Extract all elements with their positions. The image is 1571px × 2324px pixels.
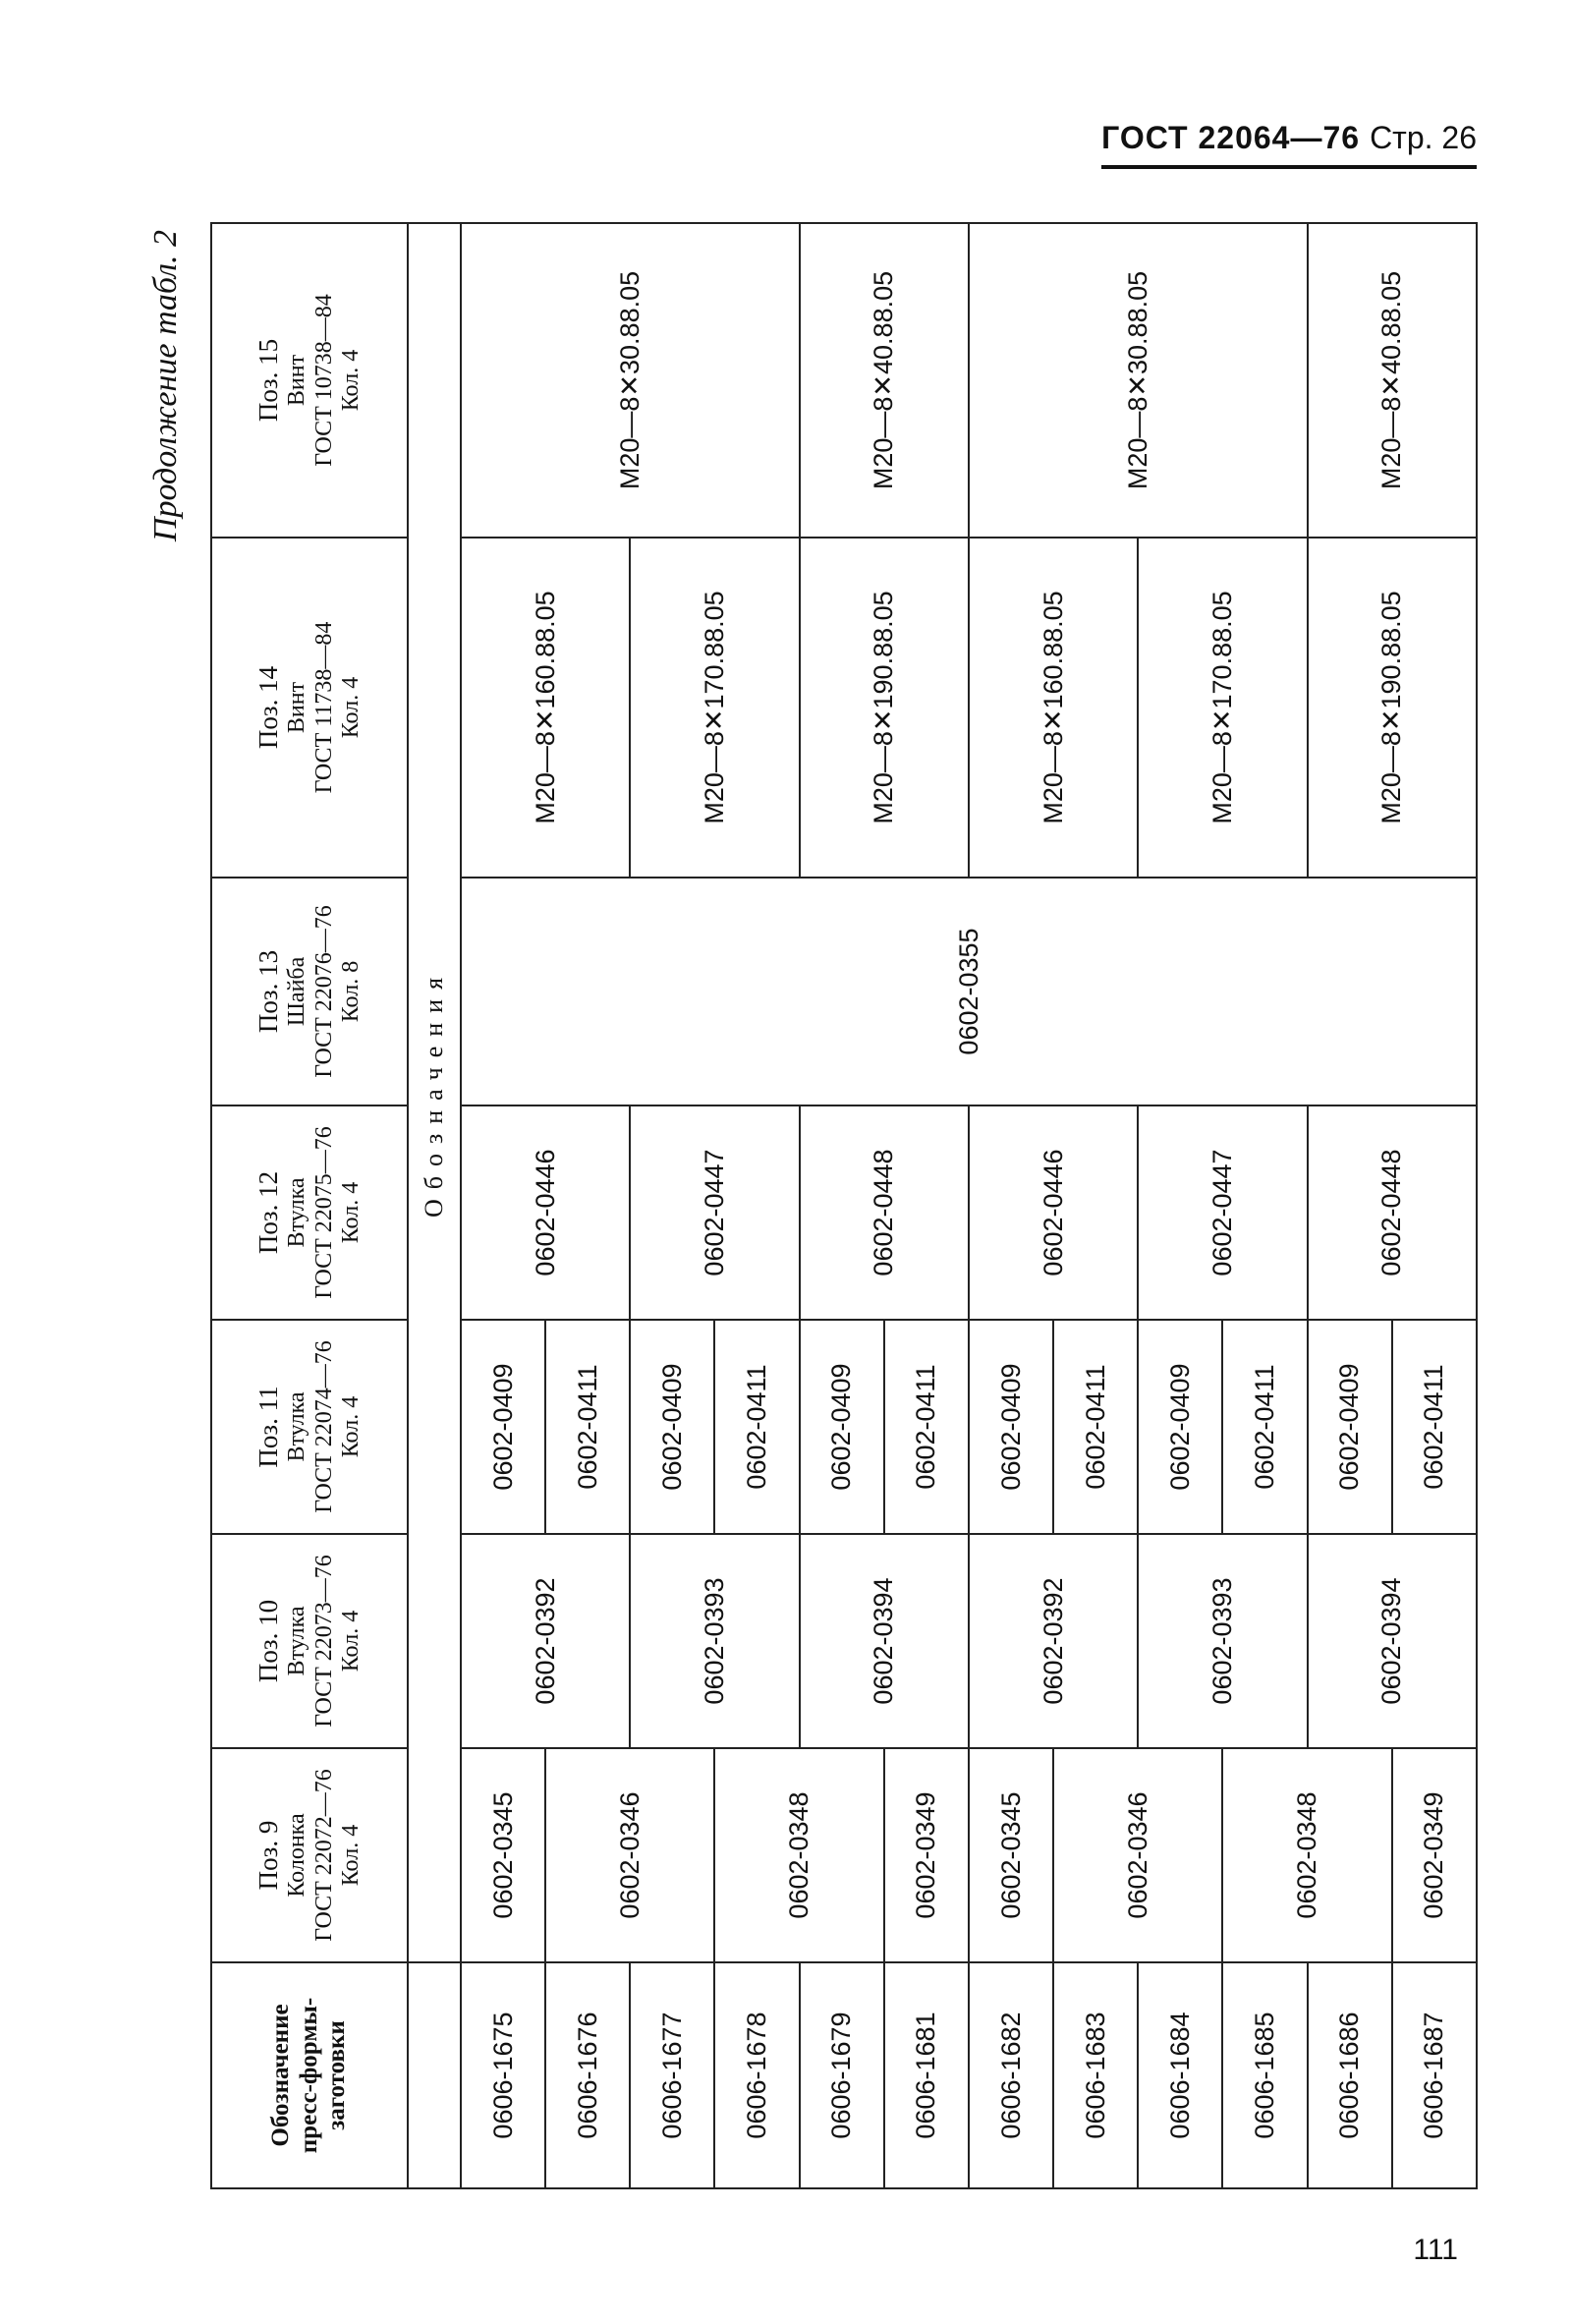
header-pos12 (211, 1105, 408, 1320)
cell-pos9: 0602-0349 (884, 1748, 969, 1962)
cell-pos10: 0602-0392 (461, 1534, 630, 1748)
header-pos11 (211, 1320, 408, 1534)
standard-number: ГОСТ 22064—76 (1101, 119, 1361, 155)
cell-pos10: 0602-0393 (1138, 1534, 1307, 1748)
cell-pos11: 0602-0411 (884, 1320, 969, 1534)
row-code: 0606-1681 (884, 1962, 969, 2188)
cell-pos14: М20—8✕190.88.05 (800, 538, 969, 878)
pos12-name: Втулка (284, 1177, 310, 1248)
cell-pos10: 0602-0394 (1308, 1534, 1477, 1748)
row-code: 0606-1685 (1222, 1962, 1307, 2188)
header-pos13 (211, 878, 408, 1105)
cell-pos15: М20—8✕40.88.05 (1308, 223, 1477, 538)
cell-pos14: М20—8✕190.88.05 (1308, 538, 1477, 878)
pos11-name: Втулка (284, 1391, 310, 1462)
pos12-gost: ГОСТ 22075—76 (310, 1126, 337, 1299)
cell-pos11: 0602-0409 (630, 1320, 714, 1534)
cell-pos10: 0602-0394 (800, 1534, 969, 1748)
pos11-label: Поз. 11 (253, 1386, 284, 1468)
rotated-content (147, 224, 1484, 2189)
pos13-gost: ГОСТ 22076—76 (310, 905, 337, 1078)
pos14-label: Поз. 14 (253, 665, 284, 750)
table-caption: Продолжение табл. 2 (147, 230, 184, 542)
cell-pos12: 0602-0446 (461, 1105, 630, 1320)
page-number: 111 (1413, 2234, 1458, 2266)
pos9-qty: Кол. 4 (338, 1824, 365, 1887)
pos15-label: Поз. 15 (253, 338, 284, 423)
pos14-qty: Кол. 4 (338, 676, 365, 739)
header-designation: Обозначение пресс-формы-заготовки (211, 1962, 408, 2188)
cell-pos14: М20—8✕160.88.05 (461, 538, 630, 878)
pos13-name: Шайба (284, 956, 310, 1027)
pos11-qty: Кол. 4 (338, 1395, 365, 1458)
header-pos15 (211, 223, 408, 538)
cell-pos11: 0602-0409 (1138, 1320, 1222, 1534)
cell-pos14: М20—8✕170.88.05 (630, 538, 799, 878)
cell-pos11: 0602-0409 (969, 1320, 1053, 1534)
pos11-gost: ГОСТ 22074—76 (310, 1340, 337, 1513)
cell-pos11: 0602-0409 (800, 1320, 884, 1534)
pos10-name: Втулка (284, 1606, 310, 1676)
row-code: 0606-1676 (545, 1962, 630, 2188)
band-label: Обозначения (408, 223, 461, 1962)
cell-pos10: 0602-0392 (969, 1534, 1138, 1748)
row-code: 0606-1677 (630, 1962, 714, 2188)
row-code: 0606-1686 (1308, 1962, 1392, 2188)
cell-pos12: 0602-0446 (969, 1105, 1138, 1320)
row-code: 0606-1684 (1138, 1962, 1222, 2188)
pos10-label: Поз. 10 (253, 1599, 284, 1683)
cell-pos11: 0602-0411 (1222, 1320, 1307, 1534)
pos9-name: Колонка (284, 1813, 310, 1898)
rotated-table-area (147, 224, 1484, 2189)
row-code: 0606-1675 (461, 1962, 545, 2188)
pos15-gost: ГОСТ 10738—84 (310, 294, 337, 467)
cell-pos11: 0602-0411 (1392, 1320, 1477, 1534)
pos15-qty: Кол. 4 (338, 349, 365, 412)
cell-pos15: М20—8✕40.88.05 (800, 223, 969, 538)
cell-pos11: 0602-0409 (1308, 1320, 1392, 1534)
cell-pos11: 0602-0409 (461, 1320, 545, 1534)
pos14-gost: ГОСТ 11738—84 (310, 621, 337, 794)
cell-pos12: 0602-0447 (1138, 1105, 1307, 1320)
pos14-name: Винт (284, 681, 310, 734)
pos10-qty: Кол. 4 (338, 1610, 365, 1672)
pos12-label: Поз. 12 (253, 1170, 284, 1255)
pos9-gost: ГОСТ 22072—76 (310, 1769, 337, 1942)
cell-pos10: 0602-0393 (630, 1534, 799, 1748)
cell-pos9: 0602-0345 (969, 1748, 1053, 1962)
pos12-qty: Кол. 4 (338, 1181, 365, 1244)
pos13-qty: Кол. 8 (338, 960, 365, 1023)
cell-pos13: 0602-0355 (461, 878, 1477, 1105)
row-code: 0606-1678 (714, 1962, 799, 2188)
pos9-label: Поз. 9 (253, 1820, 284, 1891)
row-code: 0606-1687 (1392, 1962, 1477, 2188)
table-row (969, 223, 1053, 2188)
cell-pos9: 0602-0348 (714, 1748, 883, 1962)
cell-pos15: М20—8✕30.88.05 (461, 223, 800, 538)
cell-pos12: 0602-0448 (800, 1105, 969, 1320)
band-spacer (408, 1962, 461, 2188)
cell-pos14: М20—8✕170.88.05 (1138, 538, 1307, 878)
pos10-gost: ГОСТ 22073—76 (310, 1555, 337, 1728)
header-pos10 (211, 1534, 408, 1748)
cell-pos11: 0602-0411 (714, 1320, 799, 1534)
header-pos9 (211, 1748, 408, 1962)
cell-pos12: 0602-0447 (630, 1105, 799, 1320)
cell-pos12: 0602-0448 (1308, 1105, 1477, 1320)
cell-pos9: 0602-0345 (461, 1748, 545, 1962)
cell-pos9: 0602-0348 (1222, 1748, 1391, 1962)
pos15-name: Винт (284, 354, 310, 407)
row-code: 0606-1679 (800, 1962, 884, 2188)
cell-pos9: 0602-0346 (545, 1748, 714, 1962)
cell-pos11: 0602-0411 (545, 1320, 630, 1534)
table-row (461, 223, 545, 2188)
cell-pos9: 0602-0349 (1392, 1748, 1477, 1962)
parts-table (210, 222, 1478, 2189)
pos13-label: Поз. 13 (253, 949, 284, 1034)
cell-pos9: 0602-0346 (1053, 1748, 1222, 1962)
cell-pos15: М20—8✕30.88.05 (969, 223, 1308, 538)
row-code: 0606-1683 (1053, 1962, 1138, 2188)
cell-pos11: 0602-0411 (1053, 1320, 1138, 1534)
header-pos14 (211, 538, 408, 878)
page-label: Стр. 26 (1370, 119, 1477, 155)
row-code: 0606-1682 (969, 1962, 1053, 2188)
cell-pos14: М20—8✕160.88.05 (969, 538, 1138, 878)
page-header (1101, 110, 1477, 169)
